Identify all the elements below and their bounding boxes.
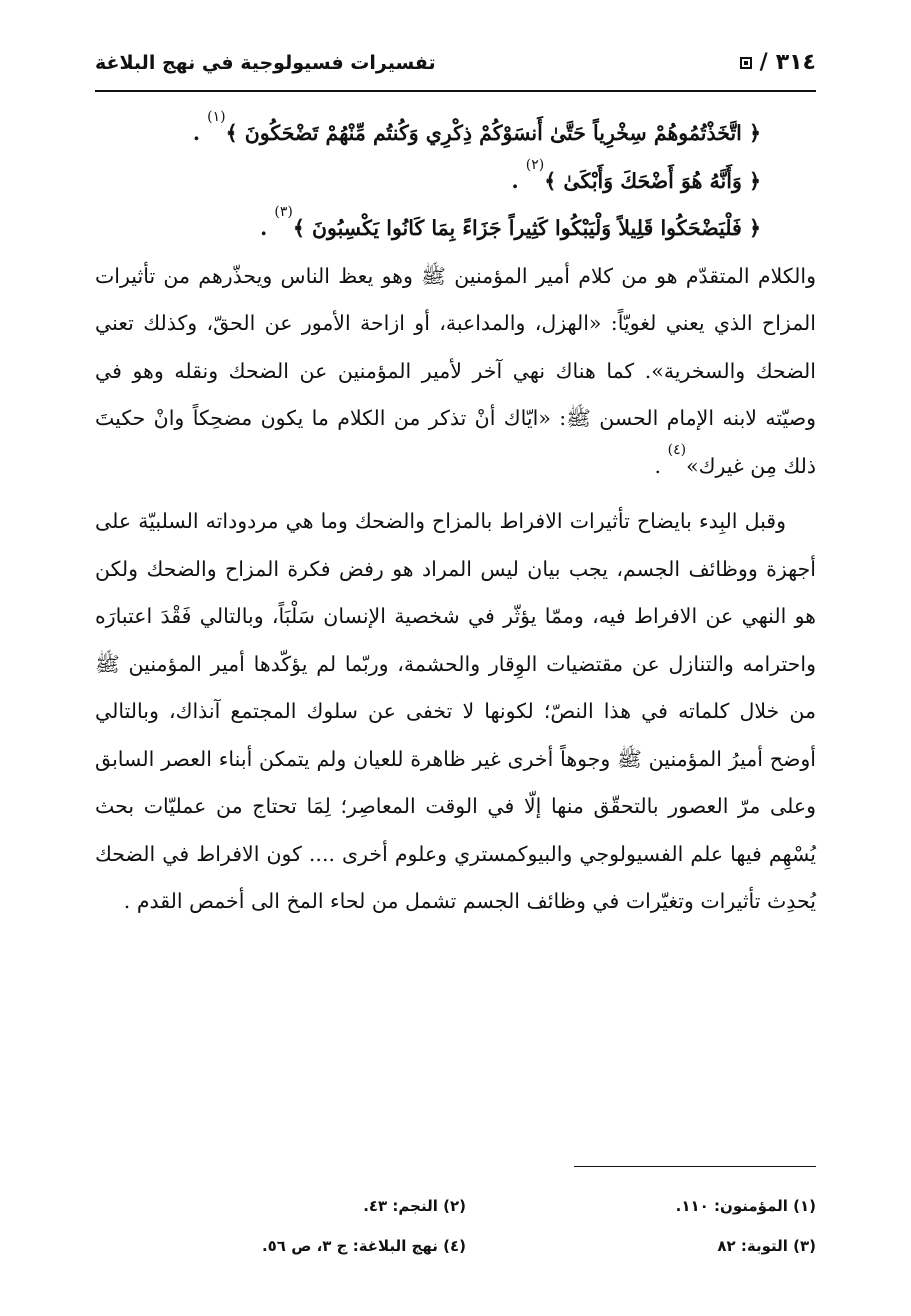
quran-verse-3 xyxy=(95,205,816,253)
footnote-ref[interactable]: (٤) xyxy=(667,441,687,458)
verse-tail: . xyxy=(260,216,275,240)
verse-tail: . xyxy=(511,168,526,193)
quran-verse-1 xyxy=(95,110,816,158)
page-header xyxy=(95,44,816,88)
footnote-1: (١) المؤمنون: ١١٠. xyxy=(675,1197,816,1215)
footnote-4: (٤) نهج البلاغة: ج ٣، ص ٥٦. xyxy=(261,1237,466,1255)
main-body xyxy=(95,110,816,926)
paragraph-text: والكلام المتقدّم هو من كلام أمير المؤمنين ﷺ وهو يعظ الناس ويحذّرهم من تأثيرات المزاح الذي يعني لغويّاً: «الهزل، والمداعبة، أو ازاحة الأمور عن الحقّ، وكذلك تعني الضحك والسخرية». كما هناك نهي آخر لأمير المؤمنين عن الضحك ونقله وهو في وصيّته لابنه الإمام الحسن ﷺ: «ايّاك أنْ تذكر من الكلام ما يكون مضحِكاً وانْ حكيتَ ذلك مِن غيرك» xyxy=(95,263,816,478)
footnote-ref[interactable]: (١) xyxy=(207,109,226,125)
quran-verse-2 xyxy=(95,158,816,206)
footnote-row xyxy=(95,1226,816,1266)
paragraph-2: وقبل البِدء بايضاح تأثيرات الافراط بالمزاح والضحك وما هي مردوداته السلبيّة على أجهزة ووظائف الجسم، يجب بيان ليس المراد هو رفض فكرة المزاح والضحك ولكن هو النهي عن الافراط فيه، وممّا يؤثّر في شخصية الإنسان سَلْبَاً، وبالتالي فَقْدَ اعتبارَه واحترامه والتنازل عن مقتضيات الوِقار والحشمة، وربّما لم يؤكّدها أمير المؤمنين ﷺ من خلال كلماته في هذا النصّ؛ لكونها لا تخفى عن سلوك المجتمع آنذاك، وبالتالي أوضح أميرُ المؤمنين ﷺ وجوهاً أخرى غير ظاهرة للعيان ولم يتمكن أبناء العصر السابق وعلى مرّ العصور بالتحقّق منها إلّا في الوقت المعاصِر؛ لِمَا تحتاج من عمليّات بحث يُسْهِم فيها علم الفسيولوجي والبيوكمستري وعلوم أخرى .... كون الافراط في الضحك يُحدِث تأثيرات وتغيّرات في وظائف الجسم تشمل من لحاء المخ الى أخمص القدم . xyxy=(95,509,816,913)
running-title: تفسيرات فسيولوجية في نهج البلاغة xyxy=(95,52,436,74)
footnote-divider xyxy=(574,1166,816,1167)
paragraph-1 xyxy=(95,253,816,491)
page-number: ٣١٤ xyxy=(775,50,816,75)
page-separator: / xyxy=(759,50,768,75)
header-divider xyxy=(95,90,816,92)
footnote-ref[interactable]: (٢) xyxy=(525,156,545,173)
footnote-2: (٢) النجم: ٤٣. xyxy=(363,1197,466,1215)
footnote-3: (٣) التوبة: ٨٢ xyxy=(717,1237,816,1255)
verse-text: ﴿ اتَّخَذْتُمُوهُمْ سِخْرِياً حَتَّىٰ أَنسَوْكُمْ ذِكْرِي وَكُنتُم مِّنْهُمْ تَضْحَكُونَ ﴾ xyxy=(225,121,761,145)
verse-text: ﴿ فَلْيَضْحَكُوا قَلِيلاً وَلْيَبْكُوا كَثِيراً جَزَاءً بِمَا كَانُوا يَكْسِبُونَ ﴾ xyxy=(292,216,761,240)
verse-text: ﴿ وَأَنَّهُ هُوَ أَضْحَكَ وَأَبْكَىٰ ﴾ xyxy=(544,168,761,193)
square-book-icon xyxy=(740,57,752,69)
footnote-ref[interactable]: (٣) xyxy=(274,204,293,220)
page-number-group xyxy=(740,50,816,75)
footnote-row xyxy=(95,1186,816,1226)
paragraph-tail: . xyxy=(654,453,668,478)
verse-tail: . xyxy=(192,121,208,145)
footnotes xyxy=(95,1186,816,1266)
